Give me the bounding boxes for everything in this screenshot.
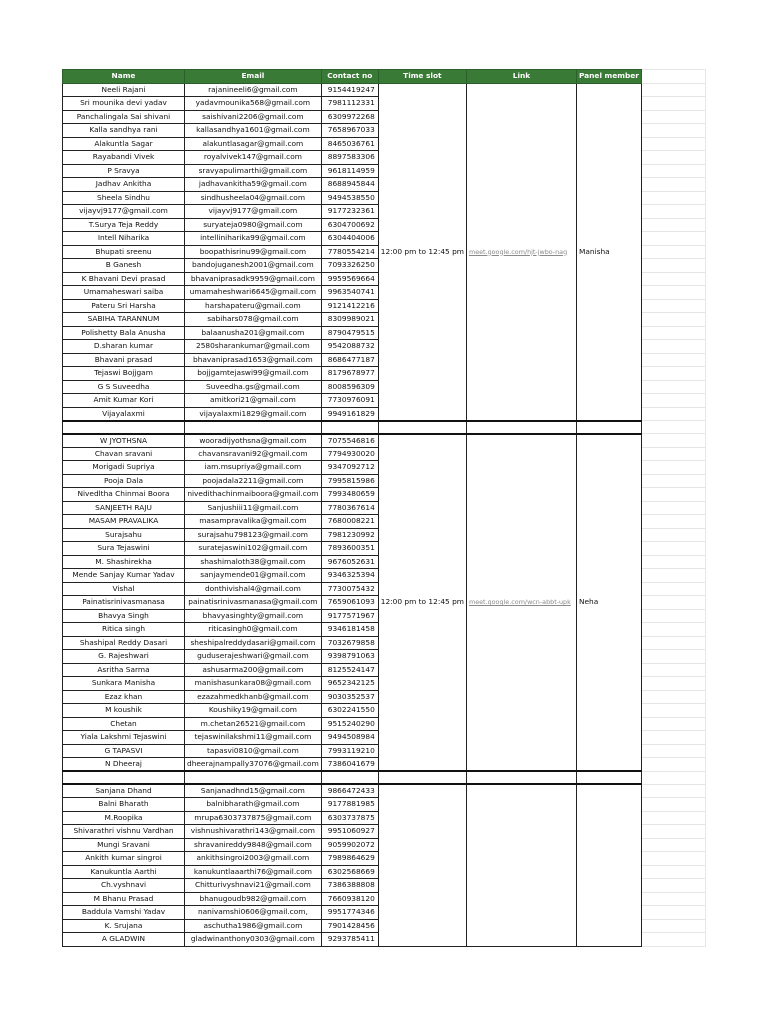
- cell-email[interactable]: m.chetan26521@gmail.com: [185, 717, 322, 731]
- cell-contact[interactable]: 6304700692: [321, 218, 378, 232]
- empty-cell[interactable]: [641, 906, 705, 920]
- empty-cell[interactable]: [641, 83, 705, 97]
- cell-name[interactable]: Alakuntla Sagar: [63, 137, 185, 151]
- cell-email[interactable]: bhavaniprasad1653@gmail.com: [185, 353, 322, 367]
- cell-name[interactable]: T.Surya Teja Reddy: [63, 218, 185, 232]
- cell-name[interactable]: Rayabandi Vivek: [63, 151, 185, 165]
- empty-cell[interactable]: [641, 892, 705, 906]
- cell-name[interactable]: Asritha Sarma: [63, 663, 185, 677]
- cell-contact[interactable]: 8465036761: [321, 137, 378, 151]
- cell-name[interactable]: N Dheeraj: [63, 758, 185, 772]
- empty-cell[interactable]: [641, 663, 705, 677]
- header-email: Email: [185, 70, 322, 84]
- cell-name[interactable]: MASAM PRAVALIKA: [63, 515, 185, 529]
- empty-cell[interactable]: [641, 245, 705, 259]
- separator-cell: [321, 771, 378, 784]
- cell-email[interactable]: ankithsingroi2003@gmail.com: [185, 852, 322, 866]
- cell-contact[interactable]: 9963540741: [321, 286, 378, 300]
- empty-cell[interactable]: [641, 205, 705, 219]
- cell-email[interactable]: vijayalaxmi1829@gmail.com: [185, 407, 322, 421]
- cell-email[interactable]: rajanineeli6@gmail.com: [185, 83, 322, 97]
- cell-name[interactable]: G. Rajeshwari: [63, 650, 185, 664]
- cell-contact[interactable]: 7993480659: [321, 488, 378, 502]
- empty-cell[interactable]: [641, 798, 705, 812]
- cell-link[interactable]: meet.google.com/wcn-abbt-upk: [466, 434, 576, 772]
- cell-contact[interactable]: 9346325394: [321, 569, 378, 583]
- empty-cell[interactable]: [641, 218, 705, 232]
- cell-contact[interactable]: 7893600351: [321, 542, 378, 556]
- empty-cell[interactable]: [641, 555, 705, 569]
- empty-cell[interactable]: [641, 636, 705, 650]
- cell-contact[interactable]: 8008596309: [321, 380, 378, 394]
- cell-email[interactable]: Sanjanadhnd15@gmail.com: [185, 784, 322, 798]
- cell-name[interactable]: Vishal: [63, 582, 185, 596]
- empty-cell[interactable]: [641, 97, 705, 111]
- empty-cell[interactable]: [641, 731, 705, 745]
- cell-name[interactable]: Sura Tejaswini: [63, 542, 185, 556]
- empty-cell[interactable]: [641, 380, 705, 394]
- cell-contact[interactable]: 9951774346: [321, 906, 378, 920]
- cell-email[interactable]: nanivamshi0606@gmail.com,: [185, 906, 322, 920]
- cell-time-slot: 12:00 pm to 12:45 pm: [378, 83, 466, 421]
- cell-name[interactable]: Ankith kumar singroi: [63, 852, 185, 866]
- cell-email[interactable]: bhavyasinghty@gmail.com: [185, 609, 322, 623]
- cell-name[interactable]: Bhavya Singh: [63, 609, 185, 623]
- table-row: [63, 83, 706, 97]
- cell-contact[interactable]: 9293785411: [321, 933, 378, 947]
- cell-email[interactable]: balnibharath@gmail.com: [185, 798, 322, 812]
- cell-email[interactable]: sanjaymende01@gmail.com: [185, 569, 322, 583]
- cell-name[interactable]: Intell Niharika: [63, 232, 185, 246]
- cell-contact[interactable]: 9494538550: [321, 191, 378, 205]
- table-row: [63, 784, 706, 798]
- cell-email[interactable]: painatisrinivasmanasa@gmail.com: [185, 596, 322, 610]
- cell-name[interactable]: Mende Sanjay Kumar Yadav: [63, 569, 185, 583]
- cell-email[interactable]: Suveedha.gs@gmail.com: [185, 380, 322, 394]
- group-separator-row: [63, 421, 706, 434]
- cell-email[interactable]: bhavaniprasadk9959@gmail.com: [185, 272, 322, 286]
- cell-email[interactable]: vishnushivarathri143@gmail.com: [185, 825, 322, 839]
- cell-contact[interactable]: 8125524147: [321, 663, 378, 677]
- cell-email[interactable]: yadavmounika568@gmail.com: [185, 97, 322, 111]
- empty-cell[interactable]: [641, 677, 705, 691]
- empty-cell[interactable]: [641, 326, 705, 340]
- cell-contact[interactable]: 6303737875: [321, 811, 378, 825]
- cell-contact[interactable]: 7989864629: [321, 852, 378, 866]
- empty-cell[interactable]: [641, 488, 705, 502]
- cell-contact[interactable]: 8309989021: [321, 313, 378, 327]
- cell-name[interactable]: Morigadi Supriya: [63, 461, 185, 475]
- cell-name[interactable]: SANJEETH RAJU: [63, 501, 185, 515]
- empty-cell[interactable]: [641, 353, 705, 367]
- separator-cell: [185, 421, 322, 434]
- cell-contact[interactable]: 9177571967: [321, 609, 378, 623]
- spreadsheet-table: [62, 69, 706, 947]
- cell-name[interactable]: Bhupati sreenu: [63, 245, 185, 259]
- cell-name[interactable]: Surajsahu: [63, 528, 185, 542]
- empty-cell[interactable]: [641, 461, 705, 475]
- separator-cell: [321, 421, 378, 434]
- empty-cell[interactable]: [641, 784, 705, 798]
- empty-cell[interactable]: [641, 811, 705, 825]
- empty-cell[interactable]: [641, 259, 705, 273]
- cell-email[interactable]: Chitturivyshnavi21@gmail.com: [185, 879, 322, 893]
- separator-cell: [466, 421, 576, 434]
- cell-name[interactable]: Shashipal Reddy Dasari: [63, 636, 185, 650]
- header-link: Link: [466, 70, 576, 84]
- cell-contact[interactable]: 7658967033: [321, 124, 378, 138]
- separator-cell: [63, 771, 185, 784]
- cell-email[interactable]: amitkori21@gmail.com: [185, 394, 322, 408]
- cell-email[interactable]: aschutha1986@gmail.com: [185, 919, 322, 933]
- cell-email[interactable]: sheshipalreddydasari@gmail.com: [185, 636, 322, 650]
- cell-email[interactable]: umamaheshwari6645@gmail.com: [185, 286, 322, 300]
- cell-contact[interactable]: 7780554214: [321, 245, 378, 259]
- cell-name[interactable]: Ritica singh: [63, 623, 185, 637]
- cell-email[interactable]: vijayvj9177@gmail.com: [185, 205, 322, 219]
- cell-email[interactable]: balaanusha201@gmail.com: [185, 326, 322, 340]
- empty-cell[interactable]: [641, 623, 705, 637]
- empty-cell[interactable]: [641, 407, 705, 421]
- cell-contact[interactable]: 7032679858: [321, 636, 378, 650]
- empty-cell[interactable]: [641, 609, 705, 623]
- empty-cell[interactable]: [641, 838, 705, 852]
- empty-cell[interactable]: [641, 286, 705, 300]
- cell-contact[interactable]: 9951060927: [321, 825, 378, 839]
- cell-email[interactable]: surajsahu798123@gmail.com: [185, 528, 322, 542]
- cell-contact[interactable]: 9494508984: [321, 731, 378, 745]
- cell-contact[interactable]: 9618114959: [321, 164, 378, 178]
- group-separator-row: [63, 771, 706, 784]
- empty-cell[interactable]: [641, 474, 705, 488]
- cell-name[interactable]: M koushik: [63, 704, 185, 718]
- cell-name[interactable]: Chetan: [63, 717, 185, 731]
- cell-email[interactable]: sravyapulimarthi@gmail.com: [185, 164, 322, 178]
- cell-email[interactable]: wooradijyothsna@gmail.com: [185, 434, 322, 448]
- cell-link[interactable]: meet.google.com/hjt-jwbo-nag: [466, 83, 576, 421]
- cell-name[interactable]: Amit Kumar Kori: [63, 394, 185, 408]
- cell-email[interactable]: tejaswinilakshmi11@gmail.com: [185, 731, 322, 745]
- cell-email[interactable]: suryateja0980@gmail.com: [185, 218, 322, 232]
- cell-email[interactable]: harshapateru@gmail.com: [185, 299, 322, 313]
- empty-cell[interactable]: [641, 704, 705, 718]
- empty-cell[interactable]: [641, 919, 705, 933]
- cell-email[interactable]: shravanireddy9848@gmail.com: [185, 838, 322, 852]
- cell-contact[interactable]: 7093326250: [321, 259, 378, 273]
- cell-name[interactable]: Sanjana Dhand: [63, 784, 185, 798]
- cell-contact[interactable]: 7386388808: [321, 879, 378, 893]
- cell-name[interactable]: B Ganesh: [63, 259, 185, 273]
- separator-cell: [378, 421, 466, 434]
- empty-cell[interactable]: [641, 758, 705, 772]
- empty-cell[interactable]: [641, 582, 705, 596]
- empty-cell[interactable]: [641, 528, 705, 542]
- empty-cell[interactable]: [641, 852, 705, 866]
- cell-contact[interactable]: 6309972268: [321, 110, 378, 124]
- cell-email[interactable]: tapasvi0810@gmail.com: [185, 744, 322, 758]
- cell-name[interactable]: Sheela Sindhu: [63, 191, 185, 205]
- header-panel-member: Panel member: [576, 70, 641, 84]
- cell-contact[interactable]: 9398791063: [321, 650, 378, 664]
- cell-email[interactable]: bhanugoudb982@gmail.com: [185, 892, 322, 906]
- cell-name[interactable]: Yiala Lakshmi Tejaswini: [63, 731, 185, 745]
- cell-name[interactable]: Sri mounika devi yadav: [63, 97, 185, 111]
- empty-cell[interactable]: [641, 879, 705, 893]
- cell-contact[interactable]: 9676052631: [321, 555, 378, 569]
- cell-email[interactable]: saishivani2206@gmail.com: [185, 110, 322, 124]
- empty-cell[interactable]: [641, 299, 705, 313]
- cell-contact[interactable]: 9154419247: [321, 83, 378, 97]
- cell-contact[interactable]: 6302568669: [321, 865, 378, 879]
- cell-contact[interactable]: 9030352537: [321, 690, 378, 704]
- cell-name[interactable]: Mungi Sravani: [63, 838, 185, 852]
- cell-name[interactable]: Balni Bharath: [63, 798, 185, 812]
- cell-name[interactable]: G S Suveedha: [63, 380, 185, 394]
- cell-email[interactable]: royalvivek147@gmail.com: [185, 151, 322, 165]
- separator-cell: [63, 421, 185, 434]
- cell-contact[interactable]: 8897583306: [321, 151, 378, 165]
- empty-cell[interactable]: [641, 164, 705, 178]
- cell-contact[interactable]: 7386041679: [321, 758, 378, 772]
- cell-name[interactable]: Panchalingala Sai shivani: [63, 110, 185, 124]
- empty-cell[interactable]: [641, 717, 705, 731]
- cell-name[interactable]: A GLADWIN: [63, 933, 185, 947]
- empty-cell[interactable]: [641, 515, 705, 529]
- cell-name[interactable]: Polishetty Bala Anusha: [63, 326, 185, 340]
- cell-name[interactable]: M.Roopika: [63, 811, 185, 825]
- cell-contact[interactable]: 7730075432: [321, 582, 378, 596]
- empty-cell[interactable]: [641, 447, 705, 461]
- cell-name[interactable]: Sunkara Manisha: [63, 677, 185, 691]
- cell-name[interactable]: SABIHA TARANNUM: [63, 313, 185, 327]
- cell-name[interactable]: vijayvj9177@gmail.com: [63, 205, 185, 219]
- cell-email[interactable]: kanukuntlaaarthi76@gmail.com: [185, 865, 322, 879]
- cell-email[interactable]: manishasunkara08@gmail.com: [185, 677, 322, 691]
- cell-contact[interactable]: 8688945844: [321, 178, 378, 192]
- empty-cell[interactable]: [641, 690, 705, 704]
- cell-email[interactable]: suratejaswini102@gmail.com: [185, 542, 322, 556]
- cell-email[interactable]: sindhusheela04@gmail.com: [185, 191, 322, 205]
- empty-cell[interactable]: [641, 542, 705, 556]
- cell-name[interactable]: Pateru Sri Harsha: [63, 299, 185, 313]
- header-time-slot: Time slot: [378, 70, 466, 84]
- header-contact: Contact no: [321, 70, 378, 84]
- separator-cell: [641, 421, 705, 434]
- empty-cell[interactable]: [641, 232, 705, 246]
- empty-cell[interactable]: [641, 272, 705, 286]
- cell-email[interactable]: riticasingh0@gmail.com: [185, 623, 322, 637]
- cell-email[interactable]: mrupa6303737875@gmail.com: [185, 811, 322, 825]
- cell-contact[interactable]: 9542088732: [321, 340, 378, 354]
- empty-cell[interactable]: [641, 137, 705, 151]
- cell-name[interactable]: Bhavani prasad: [63, 353, 185, 367]
- cell-email[interactable]: dheerajnampally37076@gmail.com: [185, 758, 322, 772]
- cell-contact[interactable]: 9959569664: [321, 272, 378, 286]
- cell-name[interactable]: Chavan sravani: [63, 447, 185, 461]
- cell-email[interactable]: sabihars078@gmail.com: [185, 313, 322, 327]
- cell-name[interactable]: Ezaz khan: [63, 690, 185, 704]
- empty-cell[interactable]: [641, 340, 705, 354]
- cell-email[interactable]: gladwinanthony0303@gmail.com: [185, 933, 322, 947]
- cell-contact[interactable]: 8790479515: [321, 326, 378, 340]
- empty-cell[interactable]: [641, 569, 705, 583]
- cell-name[interactable]: Nivedltha Chinmai Boora: [63, 488, 185, 502]
- cell-email[interactable]: guduserajeshwari@gmail.com: [185, 650, 322, 664]
- empty-cell[interactable]: [641, 933, 705, 947]
- empty-cell[interactable]: [641, 151, 705, 165]
- empty-cell[interactable]: [641, 367, 705, 381]
- cell-email[interactable]: nivedithachinmaiboora@gmail.com: [185, 488, 322, 502]
- cell-email[interactable]: ashusarma200@gmail.com: [185, 663, 322, 677]
- empty-cell[interactable]: [641, 825, 705, 839]
- cell-name[interactable]: Pooja Dala: [63, 474, 185, 488]
- separator-cell: [576, 771, 641, 784]
- cell-contact[interactable]: 7995815986: [321, 474, 378, 488]
- cell-email[interactable]: Sanjushiii11@gmail.com: [185, 501, 322, 515]
- separator-cell: [466, 771, 576, 784]
- cell-panel-member: Manisha: [576, 83, 641, 421]
- cell-contact[interactable]: 9347092712: [321, 461, 378, 475]
- separator-cell: [378, 771, 466, 784]
- cell-email[interactable]: masampravalika@gmail.com: [185, 515, 322, 529]
- cell-email[interactable]: jadhavankitha59@gmail.com: [185, 178, 322, 192]
- empty-cell[interactable]: [641, 650, 705, 664]
- cell-contact[interactable]: 8179678977: [321, 367, 378, 381]
- cell-contact[interactable]: 6302241550: [321, 704, 378, 718]
- cell-email[interactable]: bojjgamtejaswi99@gmail.com: [185, 367, 322, 381]
- cell-contact[interactable]: 7981112331: [321, 97, 378, 111]
- cell-panel-member: [576, 784, 641, 946]
- empty-cell[interactable]: [641, 178, 705, 192]
- cell-name[interactable]: Tejaswi Bojjgam: [63, 367, 185, 381]
- cell-contact[interactable]: 7680008221: [321, 515, 378, 529]
- cell-contact[interactable]: 7660938120: [321, 892, 378, 906]
- cell-email[interactable]: kallasandhya1601@gmail.com: [185, 124, 322, 138]
- empty-cell[interactable]: [641, 744, 705, 758]
- empty-cell[interactable]: [641, 596, 705, 610]
- cell-name[interactable]: M Bhanu Prasad: [63, 892, 185, 906]
- cell-contact[interactable]: 9346181458: [321, 623, 378, 637]
- cell-contact[interactable]: 7981230992: [321, 528, 378, 542]
- cell-name[interactable]: W JYOTHSNA: [63, 434, 185, 448]
- cell-email[interactable]: alakuntlasagar@gmail.com: [185, 137, 322, 151]
- separator-cell: [576, 421, 641, 434]
- empty-cell[interactable]: [641, 191, 705, 205]
- cell-name[interactable]: K Bhavani Devi prasad: [63, 272, 185, 286]
- cell-contact[interactable]: 9059902072: [321, 838, 378, 852]
- table-body: [63, 83, 706, 946]
- cell-name[interactable]: Jadhav Ankitha: [63, 178, 185, 192]
- cell-email[interactable]: shashimaloth38@gmail.com: [185, 555, 322, 569]
- cell-email[interactable]: ezazahmedkhanb@gmail.com: [185, 690, 322, 704]
- cell-name[interactable]: Kanukuntla Aarthi: [63, 865, 185, 879]
- cell-contact[interactable]: 7993119210: [321, 744, 378, 758]
- cell-panel-member: Neha: [576, 434, 641, 772]
- cell-contact[interactable]: 7794930020: [321, 447, 378, 461]
- cell-email[interactable]: bandojuganesh2001@gmail.com: [185, 259, 322, 273]
- cell-contact[interactable]: 7780367614: [321, 501, 378, 515]
- separator-cell: [185, 771, 322, 784]
- empty-cell[interactable]: [641, 394, 705, 408]
- cell-name[interactable]: D.sharan kumar: [63, 340, 185, 354]
- empty-cell[interactable]: [641, 501, 705, 515]
- cell-contact[interactable]: 9177232361: [321, 205, 378, 219]
- cell-contact[interactable]: 9652342125: [321, 677, 378, 691]
- empty-cell[interactable]: [641, 434, 705, 448]
- cell-email[interactable]: Koushiky19@gmail.com: [185, 704, 322, 718]
- cell-contact[interactable]: 9177881985: [321, 798, 378, 812]
- cell-contact[interactable]: 7901428456: [321, 919, 378, 933]
- empty-cell[interactable]: [641, 110, 705, 124]
- cell-name[interactable]: Ch.vyshnavi: [63, 879, 185, 893]
- header-name: Name: [63, 70, 185, 84]
- cell-time-slot: [378, 784, 466, 946]
- cell-name[interactable]: Vijayalaxmi: [63, 407, 185, 421]
- table-row: [63, 434, 706, 448]
- header-empty-cell[interactable]: [641, 70, 705, 84]
- cell-contact[interactable]: 7730976091: [321, 394, 378, 408]
- cell-name[interactable]: Neeli Rajani: [63, 83, 185, 97]
- cell-contact[interactable]: 9515240290: [321, 717, 378, 731]
- cell-contact[interactable]: 8686477187: [321, 353, 378, 367]
- cell-email[interactable]: boopathisrinu99@gmail.com: [185, 245, 322, 259]
- empty-cell[interactable]: [641, 313, 705, 327]
- cell-contact[interactable]: 7659061093: [321, 596, 378, 610]
- separator-cell: [641, 771, 705, 784]
- cell-email[interactable]: 2580sharankumar@gmail.com: [185, 340, 322, 354]
- cell-name[interactable]: Painatisrinivasmanasa: [63, 596, 185, 610]
- cell-name[interactable]: M. Shashirekha: [63, 555, 185, 569]
- cell-contact[interactable]: 9121412216: [321, 299, 378, 313]
- empty-cell[interactable]: [641, 124, 705, 138]
- cell-email[interactable]: intelliniharika99@gmail.com: [185, 232, 322, 246]
- cell-contact[interactable]: 7075546816: [321, 434, 378, 448]
- empty-cell[interactable]: [641, 865, 705, 879]
- cell-name[interactable]: G TAPASVI: [63, 744, 185, 758]
- cell-email[interactable]: iam.msupriya@gmail.com: [185, 461, 322, 475]
- cell-name[interactable]: P Sravya: [63, 164, 185, 178]
- cell-email[interactable]: chavansravani92@gmail.com: [185, 447, 322, 461]
- cell-name[interactable]: Shivarathri vishnu Vardhan: [63, 825, 185, 839]
- cell-name[interactable]: Kalla sandhya rani: [63, 124, 185, 138]
- cell-name[interactable]: Umamaheswari saiba: [63, 286, 185, 300]
- cell-name[interactable]: Baddula Vamshi Yadav: [63, 906, 185, 920]
- header-row: [63, 70, 706, 84]
- cell-time-slot: 12:00 pm to 12:45 pm: [378, 434, 466, 772]
- cell-link[interactable]: [466, 784, 576, 946]
- cell-contact[interactable]: 6304404006: [321, 232, 378, 246]
- cell-email[interactable]: donthivishal4@gmail.com: [185, 582, 322, 596]
- cell-contact[interactable]: 9866472433: [321, 784, 378, 798]
- cell-email[interactable]: poojadala2211@gmail.com: [185, 474, 322, 488]
- cell-contact[interactable]: 9949161829: [321, 407, 378, 421]
- cell-name[interactable]: K. Srujana: [63, 919, 185, 933]
